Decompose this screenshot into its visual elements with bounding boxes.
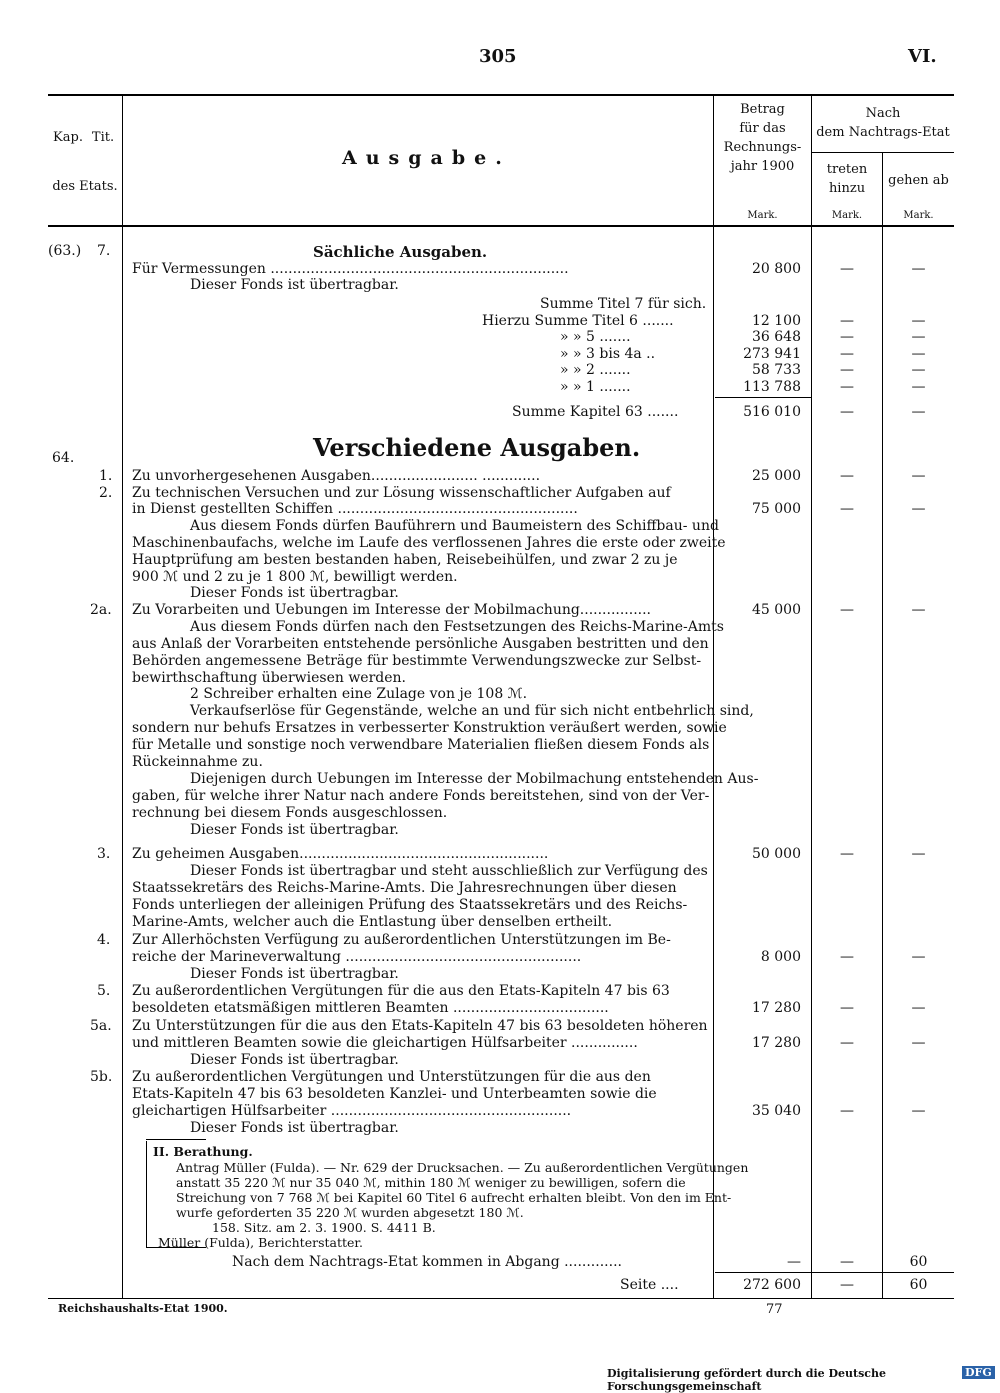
amount-gehen-ab: — [911,846,926,862]
text-line: Summe Kapitel 63 ....... [512,404,679,420]
footer-center: 77 [766,1302,783,1317]
text-line: Antrag Müller (Fulda). — Nr. 629 der Drucksachen. — Zu außerordentlichen Vergütungen [176,1160,749,1175]
text-line: Seite .... [620,1277,679,1293]
amount-betrag: — [787,1254,801,1270]
text-line: Nach dem Nachtrags-Etat kommen in Abgang ............. [232,1254,622,1270]
text-line: 5a. [90,1018,112,1034]
header-mark-gehen: Mark. [903,210,934,221]
amount-betrag: 20 800 [752,261,801,277]
sum-rule [715,397,811,398]
text-line: 900 ℳ und 2 zu je 1 800 ℳ, bewilligt werden. [132,569,458,585]
header-mark-betrag: Mark. [747,210,778,221]
text-line: 5. [97,983,111,999]
amount-gehen-ab: — [911,468,926,484]
amount-treten-hinzu: — [840,346,854,362]
amount-treten-hinzu: — [840,261,854,277]
text-line: 7. [97,243,111,259]
amount-gehen-ab: — [911,362,926,378]
nachtrag-subheader-rule [812,152,954,153]
header-treten-hinzu: treten hinzu [826,162,868,196]
header-tit: Tit. [91,130,115,145]
text-line: wurfe geforderten 35 220 ℳ wurden abgesetzt 180 ℳ. [176,1205,524,1220]
text-line: Zur Allerhöchsten Verfügung zu außerordentlichen Unterstützungen im Be- [132,932,671,948]
page-number: 305 [479,46,517,67]
amount-gehen-ab: — [911,1103,926,1119]
amount-treten-hinzu: — [840,1035,854,1051]
amount-treten-hinzu: — [840,602,854,618]
table-bottom-rule [48,1298,954,1299]
header-kap: Kap. [53,130,83,145]
beratung-box-top [146,1139,206,1140]
text-line: » » 3 bis 4a .. [560,346,656,362]
amount-betrag: 35 040 [752,1103,801,1119]
amount-gehen-ab: — [911,501,926,517]
dfg-logo: DFG [962,1366,995,1379]
text-line: 2a. [90,602,112,618]
header-betrag: Betrag für das Rechnungs- jahr 1900 [723,102,802,174]
text-line: Etats-Kapiteln 47 bis 63 besoldeten Kanzlei- und Unterbeamten sowie die [132,1086,657,1102]
amount-gehen-ab: — [911,1000,926,1016]
amount-treten-hinzu: — [840,949,854,965]
text-line: gaben, für welche ihrer Natur nach andere Fonds bereitstehen, sind von der Ver- [132,788,710,804]
text-line: 64. [52,450,75,466]
text-line: Diejenigen durch Uebungen im Interesse der Mobilmachung entstehenden Aus- [190,771,759,787]
amount-betrag: 17 280 [752,1035,801,1051]
text-line: und mittleren Beamten sowie die gleichartigen Hülfsarbeiter ............... [132,1035,638,1051]
text-line: » » 5 ....... [560,329,631,345]
header-des-etats: des Etats. [52,179,118,194]
text-line: Für Vermessungen ................................................................... [132,261,569,277]
amount-gehen-ab: — [911,602,926,618]
amount-betrag: 516 010 [743,404,801,420]
text-line: Hauptprüfung am besten bestanden haben, Reisebeihülfen, und zwar 2 zu je [132,552,678,568]
text-line: aus Anlaß der Vorarbeiten entstehende persönliche Ausgaben bestritten und den [132,636,709,652]
text-line: sondern nur behufs Ersatzes in verbesserter Konstruktion veräußert werden, sowie [132,720,727,736]
text-line: Behörden angemessene Beträge für bestimmte Verwendungszwecke zur Selbst- [132,653,702,669]
amount-treten-hinzu: — [840,1000,854,1016]
amount-treten-hinzu: — [840,329,854,345]
text-line: 158. Sitz. am 2. 3. 1900. S. 4411 B. [212,1220,436,1235]
amount-gehen-ab: 60 [909,1277,928,1293]
amount-gehen-ab: — [911,329,926,345]
table-header-rule [48,225,954,227]
text-line: Dieser Fonds ist übertragbar. [190,822,399,838]
text-line: Verschiedene Ausgaben. [313,433,641,462]
text-line: (63.) [48,243,82,259]
table-top-rule [48,94,954,96]
header-nach: Nach dem Nachtrags-Etat [816,106,950,140]
amount-gehen-ab: — [911,379,926,395]
amount-gehen-ab: — [911,949,926,965]
text-line: Zu Unterstützungen für die aus den Etats-Kapiteln 47 bis 63 besoldeten höheren [132,1018,708,1034]
text-line: in Dienst gestellten Schiffen ...................................................... [132,501,578,517]
amount-treten-hinzu: — [840,501,854,517]
text-line: Verkaufserlöse für Gegenstände, welche an und für sich nicht entbehrlich sind, [190,703,754,719]
amount-gehen-ab: — [911,1035,926,1051]
text-line: rechnung bei diesem Fonds ausgeschlossen. [132,805,448,821]
text-line: Müller (Fulda), Berichterstatter. [158,1235,363,1250]
amount-treten-hinzu: — [840,1103,854,1119]
text-line: 3. [97,846,111,862]
text-line: Zu außerordentlichen Vergütungen für die aus den Etats-Kapiteln 47 bis 63 [132,983,670,999]
header-mark-treten: Mark. [831,210,863,221]
header-ausgabe: Ausgabe. [342,147,511,169]
text-line: 5b. [90,1069,113,1085]
text-line: Dieser Fonds ist übertragbar. [190,1052,399,1068]
amount-betrag: 50 000 [752,846,801,862]
amount-betrag: 36 648 [752,329,801,345]
column-rule-text [122,94,123,1298]
text-line: Fonds unterliegen der alleinigen Prüfung des Staatssekretärs und des Reichs- [132,897,688,913]
text-line: reiche der Marineverwaltung ..................................................... [132,949,582,965]
amount-gehen-ab: — [911,404,926,420]
section-number: VI. [908,46,937,67]
amount-betrag: 17 280 [752,1000,801,1016]
text-line: Zu geheimen Ausgaben........................................................ [132,846,549,862]
text-line: Dieser Fonds ist übertragbar. [190,585,399,601]
text-line: » » 2 ....... [560,362,631,378]
text-line: bewirthschaftung überwiesen werden. [132,670,406,686]
text-line: Zu unvorhergesehenen Ausgaben........................ ............. [132,468,541,484]
amount-treten-hinzu: — [840,1277,854,1293]
amount-treten-hinzu: — [840,313,854,329]
page-total-rule [715,1272,954,1273]
footer-left: Reichshaushalts-Etat 1900. [58,1302,228,1315]
amount-treten-hinzu: — [840,379,854,395]
amount-gehen-ab: — [911,346,926,362]
text-line: anstatt 35 220 ℳ nur 35 040 ℳ, mithin 180 ℳ weniger zu bewilligen, sofern die [176,1175,686,1190]
text-line: Zu technischen Versuchen und zur Lösung wissenschaftlicher Aufgaben auf [132,485,671,501]
text-line: Zu außerordentlichen Vergütungen und Unterstützungen für die aus den [132,1069,651,1085]
text-line: gleichartigen Hülfsarbeiter ...................................................... [132,1103,572,1119]
amount-betrag: 12 100 [752,313,801,329]
text-line: II. Berathung. [153,1144,253,1159]
text-line: » » 1 ....... [560,379,631,395]
text-line: Aus diesem Fonds dürfen nach den Festsetzungen des Reichs-Marine-Amts [190,619,724,635]
amount-betrag: 273 941 [743,346,801,362]
amount-treten-hinzu: — [840,404,854,420]
amount-betrag: 75 000 [752,501,801,517]
amount-treten-hinzu: — [840,468,854,484]
text-line: Summe Titel 7 für sich. [540,296,707,312]
text-line: besoldeten etatsmäßigen mittleren Beamten ................................... [132,1000,609,1016]
text-line: 1. [99,468,113,484]
header-gehen-ab: gehen ab [888,173,949,188]
amount-treten-hinzu: — [840,1254,854,1270]
amount-treten-hinzu: — [840,846,854,862]
text-line: Dieser Fonds ist übertragbar. [190,277,399,293]
text-line: Dieser Fonds ist übertragbar und steht ausschließlich zur Verfügung des [190,863,708,879]
amount-betrag: 8 000 [760,949,801,965]
text-line: Streichung von 7 768 ℳ bei Kapitel 60 Titel 6 aufrecht erhalten bleibt. Von den im Ent- [176,1190,732,1205]
text-line: 4. [97,932,111,948]
text-line: für Metalle und sonstige noch verwendbare Materialien fließen diesem Fonds als [132,737,710,753]
amount-gehen-ab: 60 [909,1254,928,1270]
text-line: Maschinenbaufachs, welche im Laufe des verflossenen Jahres die erste oder zweite [132,535,726,551]
text-line: Rückeinnahme zu. [132,754,263,770]
amount-betrag: 113 788 [743,379,801,395]
amount-betrag: 45 000 [752,602,801,618]
text-line: Marine-Amts, welcher auch die Entlastung über denselben ertheilt. [132,914,613,930]
text-line: 2 Schreiber erhalten eine Zulage von je 108 ℳ. [190,686,528,702]
text-line: 2. [99,485,113,501]
amount-treten-hinzu: — [840,362,854,378]
text-line: Staatssekretärs des Reichs-Marine-Amts. Die Jahresrechnungen über diesen [132,880,677,896]
amount-gehen-ab: — [911,313,926,329]
text-line: Sächliche Ausgaben. [313,243,488,261]
amount-betrag: 272 600 [743,1277,801,1293]
column-rule-betrag [713,94,714,1298]
amount-betrag: 25 000 [752,468,801,484]
beratung-box-left [146,1141,147,1247]
text-line: Hierzu Summe Titel 6 ....... [482,313,674,329]
amount-gehen-ab: — [911,261,926,277]
footer-credit: Digitalisierung gefördert durch die Deutsche Forschungsgemeinschaft [607,1367,886,1393]
text-line: Zu Vorarbeiten und Uebungen im Interesse der Mobilmachung................ [132,602,652,618]
amount-betrag: 58 733 [752,362,801,378]
text-line: Dieser Fonds ist übertragbar. [190,966,399,982]
text-line: Aus diesem Fonds dürfen Bauführern und Baumeistern des Schiffbau- und [190,518,719,534]
text-line: Dieser Fonds ist übertragbar. [190,1120,399,1136]
